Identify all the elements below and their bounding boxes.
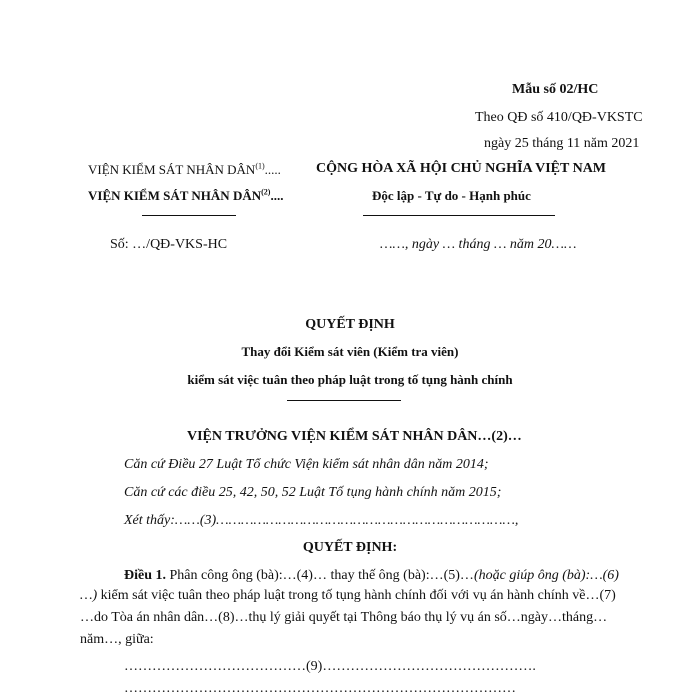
party-line-2: …………………………………………………………………………	[124, 681, 516, 696]
considering-clause: Xét thấy:……(3)………………………………………………………………,	[124, 513, 519, 528]
agency-line-1	[88, 162, 281, 178]
agency-line-2-text: VIỆN KIỂM SÁT NHÂN DÂN	[88, 188, 262, 203]
national-motto: Độc lập - Tự do - Hạnh phúc	[372, 188, 531, 203]
article-1-line-2-b: kiểm sát việc tuân theo pháp luật trong tố tụng hành chính đối với vụ án hành chính về…(7)	[97, 588, 616, 603]
agency-line-2	[88, 188, 283, 204]
article-1-line-3: …do Tòa án nhân dân…(8)…thụ lý giải quyết tại Thông báo thụ lý vụ án số…ngày…tháng…	[80, 610, 608, 625]
article-1-text-b: (hoặc giúp ông (bà):…(6)	[473, 568, 619, 583]
agency-line-1-text: VIỆN KIỂM SÁT NHÂN DÂN	[88, 162, 256, 177]
document-subtitle-1: Thay đổi Kiểm sát viên (Kiểm tra viên)	[241, 344, 459, 359]
party-line-1: …………………………………(9)……………………………………….	[124, 659, 536, 674]
motto-underline	[363, 215, 555, 216]
article-1-text-a: Phân công ông (bà):…(4)… thay thế ông (bà):…(5)…	[166, 568, 474, 583]
footnote-2-marker: (2)	[261, 187, 271, 197]
article-1-line-2	[80, 588, 616, 604]
article-1-line-2-a: …)	[80, 588, 98, 603]
article-1-line-1	[124, 568, 619, 584]
decision-heading: QUYẾT ĐỊNH:	[302, 540, 398, 555]
decision-reference: Theo QĐ số 410/QĐ-VKSTC	[475, 110, 643, 125]
title-underline	[287, 400, 401, 401]
document-number: Số: …/QĐ-VKS-HC	[110, 237, 228, 252]
place-and-date: ……, ngày … tháng … năm 20……	[380, 237, 577, 252]
decision-reference-date: ngày 25 tháng 11 năm 2021	[484, 136, 640, 151]
legal-basis-2: Căn cứ các điều 25, 42, 50, 52 Luật Tố tụng hành chính năm 2015;	[124, 485, 502, 500]
issuing-authority: VIỆN TRƯỞNG VIỆN KIỂM SÁT NHÂN DÂN…(2)…	[187, 429, 522, 444]
footnote-1-marker: (1)	[255, 161, 265, 171]
agency-line-2-tail: ....	[270, 188, 284, 203]
agency-underline	[142, 215, 236, 216]
document-title: QUYẾT ĐỊNH	[305, 317, 395, 332]
agency-line-1-tail: .....	[264, 162, 281, 177]
article-1-line-4: năm…, giữa:	[80, 632, 154, 647]
article-1-label: Điều 1.	[124, 568, 166, 583]
country-name: CỘNG HÒA XÃ HỘI CHỦ NGHĨA VIỆT NAM	[316, 161, 607, 176]
document-subtitle-2: kiểm sát việc tuân theo pháp luật trong tố tụng hành chính	[187, 372, 513, 387]
form-number: Mẫu số 02/HC	[512, 82, 599, 97]
legal-basis-1: Căn cứ Điều 27 Luật Tổ chức Viện kiểm sát nhân dân năm 2014;	[124, 457, 489, 472]
